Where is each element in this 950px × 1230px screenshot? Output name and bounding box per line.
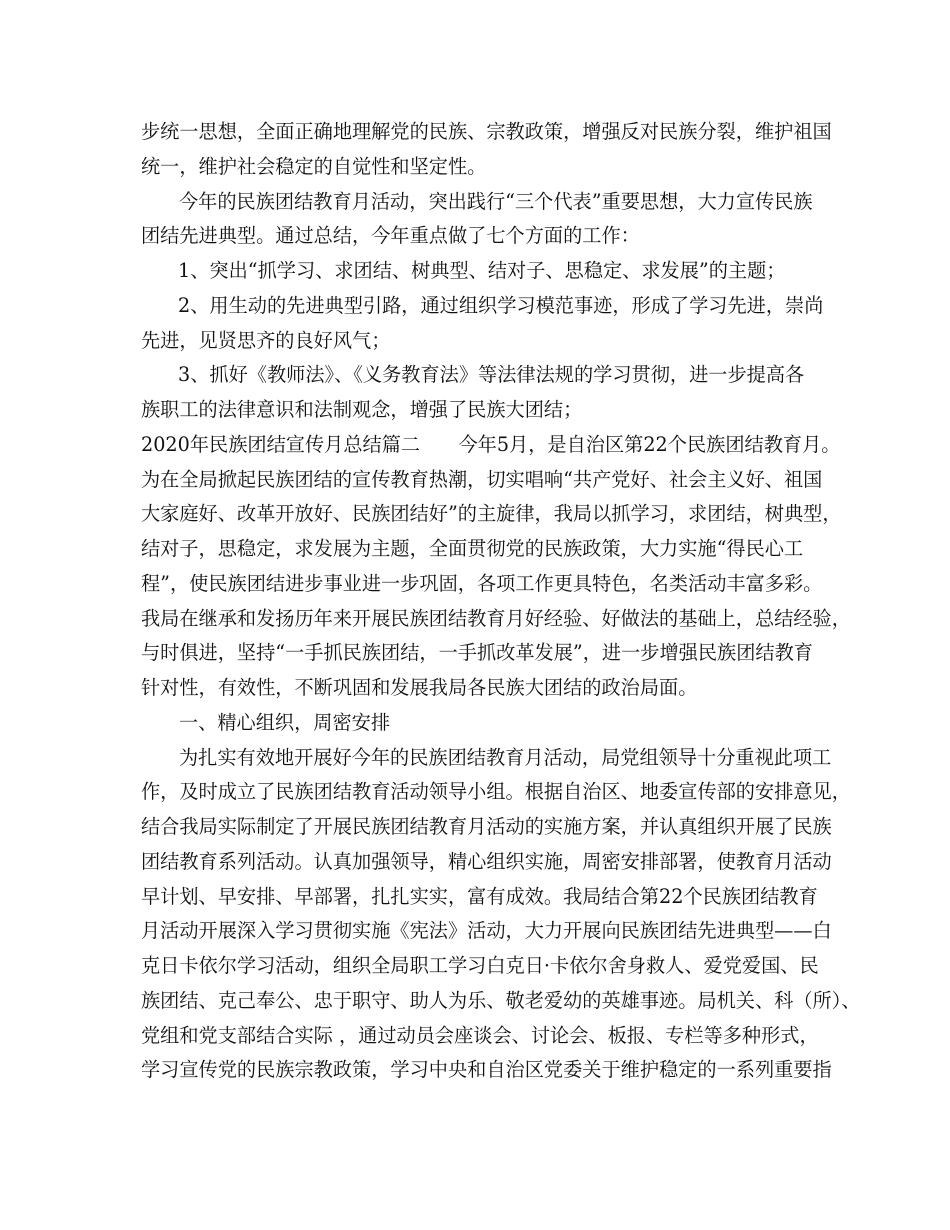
text-line: 学习宣传党的民族宗教政策，学习中央和自治区党委关于维护稳定的一系列重要指 <box>141 1058 832 1082</box>
text-line: 月活动开展深入学习贯彻实施《宪法》活动，大力开展向民族团结先进典型——白 <box>141 919 832 943</box>
text-line: 结对子，思稳定，求发展为主题，全面贯彻党的民族政策，大力实施“得民心工 <box>141 537 804 560</box>
section-heading: 一、精心组织，周密安排 <box>179 710 391 734</box>
text-line: 步统一思想，全面正确地理解党的民族、宗教政策，增强反对民族分裂，维护祖国 <box>141 120 832 143</box>
list-item-3: 3、抓好《教师法》、《义务教育法》等法律法规的学习贯彻，进一步提高各 <box>178 363 805 387</box>
text-line: 结合我局实际制定了开展民族团结教育月活动的实施方案，并认真组织开展了民族 <box>141 815 832 838</box>
text-line: 族团结、克己奉公、忠于职守、助人为乐、敬老爱幼的英雄事迹。局机关、科（所）、 <box>141 988 861 1012</box>
text-line: 与时俱进，坚持“一手抓民族团结，一手抓改革发展”，进一步增强民族团结教育 <box>141 641 813 665</box>
paragraph-start-line: 今年的民族团结教育月活动，突出践行“三个代表”重要思想，大力宣传民族 <box>179 189 813 213</box>
text-line: 为在全局掀起民族团结的宣传教育热潮，切实唱响“共产党好、社会主义好、祖国 <box>141 467 823 491</box>
text-line: 团结教育系列活动。认真加强领导，精心组织实施，周密安排部署，使教育月活动 <box>141 849 832 873</box>
text-line: 作，及时成立了民族团结教育活动领导小组。根据自治区、地委宣传部的安排意见， <box>141 780 851 804</box>
paragraph-start-line: 为扎实有效地开展好今年的民族团结教育月活动，局党组领导十分重视此项工 <box>179 745 832 769</box>
text-line: 我局在继承和发扬历年来开展民族团结教育月好经验、好做法的基础上，总结经验， <box>141 606 851 630</box>
text-line: 克日卡依尔学习活动，组织全局职工学习白克日·卡依尔舍身救人、爱党爱国、民 <box>141 954 819 977</box>
text-line: 早计划、早安排、早部署，扎扎实实，富有成效。我局结合第22个民族团结教育 <box>141 884 818 908</box>
text-line: 针对性，有效性，不断巩固和发展我局各民族大团结的政治局面。 <box>141 676 698 699</box>
list-item-2: 2、用生动的先进典型引路，通过组织学习模范事迹，形成了学习先进，崇尚 <box>178 293 824 317</box>
text-line: 统一，维护社会稳定的自觉性和坚定性。 <box>141 154 487 178</box>
text-line: 大家庭好、改革开放好、民族团结好”的主旋律，我局以抓学习，求团结，树典型， <box>141 502 842 526</box>
section-title-line: 2020年民族团结宣传月总结篇二 今年5月，是自治区第22个民族团结教育月。 <box>141 432 841 456</box>
list-item-1: 1、突出“抓学习、求团结、树典型、结对子、思稳定、求发展”的主题； <box>178 259 786 282</box>
text-line: 先进，见贤思齐的良好风气； <box>141 328 391 352</box>
document-body <box>141 115 861 1088</box>
text-line: 程”，使民族团结进步事业进一步巩固，各项工作更具特色，名类活动丰富多彩。 <box>141 571 823 595</box>
text-line: 族职工的法律意识和法制观念，增强了民族大团结； <box>141 398 583 421</box>
text-line: 团结先进典型。通过总结，今年重点做了七个方面的工作： <box>141 224 640 248</box>
text-line: 党组和党支部结合实际 ，通过动员会座谈会、讨论会、板报、专栏等多种形式， <box>141 1023 819 1047</box>
